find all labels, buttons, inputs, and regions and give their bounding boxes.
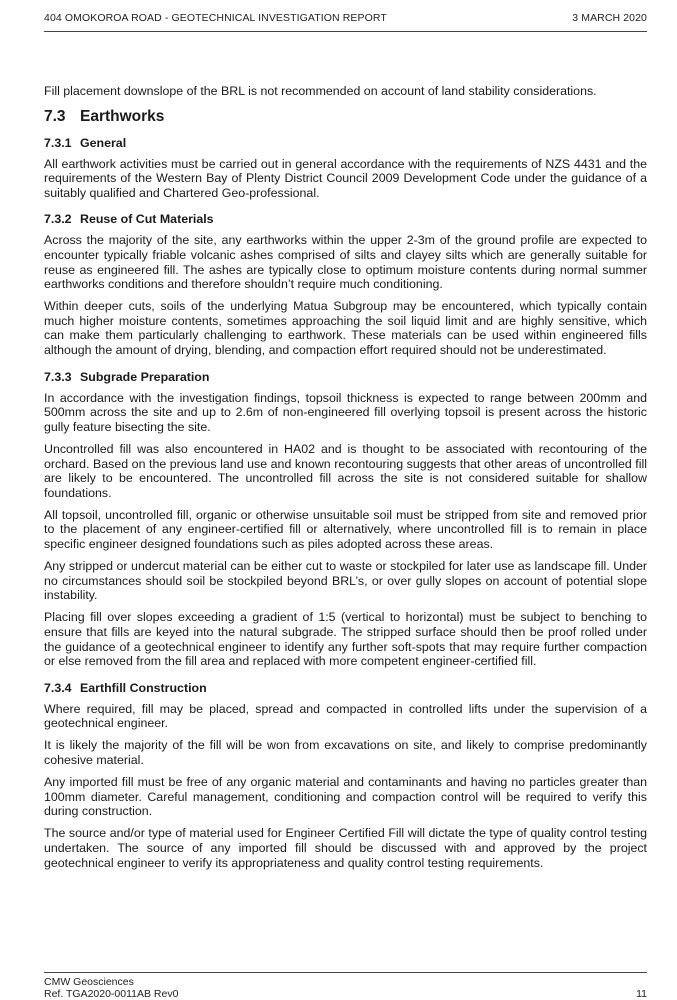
page-number: 11 [636,988,647,1000]
paragraph: Placing fill over slopes exceeding a gradient of 1:5 (vertical to horizontal) must be subject to benching to ensure that fills are keyed into the natural subgrade. The stripped surface should then be proof rolled under the guidance of a geotechnical engineer to identify any further soft-spots that may require further compaction or else removed from the fill area and replaced with more competent engineer-certified fill. [44,610,647,669]
paragraph: In accordance with the investigation findings, topsoil thickness is expected to range between 200mm and 500mm across the site and up to 2.6m of non-engineered fill overlying topsoil is present across the historic gully feature bisecting the site. [44,390,647,434]
section-title: Earthworks [80,107,165,125]
paragraph: All earthwork activities must be carried out in general accordance with the requirements of NZS 4431 and the requirements of the Western Bay of Plenty District Council 2009 Development Code under the guidance of a suitably qualified and Chartered Geo-professional. [44,156,647,200]
subsection-number: 7.3.3 [44,369,72,384]
section-number: 7.3 [44,107,66,125]
paragraph: The source and/or type of material used for Engineer Certified Fill will dictate the type of quality control testing undertaken. The source of any imported fill should be discussed with and approved by the project geotechnical engineer to verify its appropriateness and quality control testing requirements. [44,826,647,870]
document-reference: Ref. TGA2020-0011AB Rev0 [44,988,179,1000]
company-name: CMW Geosciences [44,976,134,988]
paragraph: Uncontrolled fill was also encountered in HA02 and is thought to be associated with recontouring of the orchard. Based on the previous land use and known recontouring suggests that other areas of uncontrolled fill are likely to be encountered. The uncontrolled fill across the site is not considered suitable for shallow foundations. [44,441,647,500]
subsection-heading-earthfill [44,681,647,696]
page-header [44,12,647,24]
report-title: 404 OMOKOROA ROAD - GEOTECHNICAL INVESTIGATION REPORT [44,12,387,24]
intro-paragraph: Fill placement downslope of the BRL is not recommended on account of land stability considerations. [44,84,597,98]
subsection-heading-reuse [44,212,647,227]
document-body [44,84,647,878]
subsection-title: General [80,135,127,150]
paragraph: It is likely the majority of the fill will be won from excavations on site, and likely to comprise predominantly cohesive material. [44,738,647,767]
subsection-number: 7.3.1 [44,135,72,150]
report-date: 3 MARCH 2020 [572,12,647,24]
footer-divider [44,972,647,973]
paragraph: Any imported fill must be free of any organic material and contaminants and having no particles greater than 100mm diameter. Careful management, conditioning and compaction control will be required to verify this during construction. [44,775,647,819]
subsection-title: Earthfill Construction [80,680,207,695]
paragraph: Any stripped or undercut material can be either cut to waste or stockpiled for later use as landscape fill. Under no circumstances should soil be stockpiled beyond BRL’s, or over gully slopes on account of potential slope instability. [44,559,647,603]
paragraph: Within deeper cuts, soils of the underlying Matua Subgroup may be encountered, which typically contain much higher moisture contents, sometimes approaching the soil liquid limit and are highly sensitive, which can make them particularly challenging to earthwork. These materials can be used within engineered fills although the amount of drying, blending, and compaction effort required should not be underestimated. [44,299,647,358]
subsection-title: Reuse of Cut Materials [80,212,214,227]
subsection-title: Subgrade Preparation [80,369,210,384]
paragraph: Where required, fill may be placed, spread and compacted in controlled lifts under the supervision of a geotechnical engineer. [44,701,647,731]
page-footer [44,976,647,1000]
subsection-heading-subgrade [44,370,647,385]
paragraph: Across the majority of the site, any earthworks within the upper 2-3m of the ground profile are expected to encounter typically friable volcanic ashes comprised of silts and clayey silts which are generally suitable for reuse as engineered fill. The ashes are typically close to optimum moisture contents during normal summer earthworks conditions and therefore shouldn’t require much conditioning. [44,233,647,292]
section-heading [44,108,647,126]
header-divider [44,31,647,32]
subsection-heading-general [44,136,647,151]
paragraph: All topsoil, uncontrolled fill, organic or otherwise unsuitable soil must be stripped from site and removed prior to the placement of any engineer-certified fill or alternatively, where uncontrolled fill is to remain in place specific engineer designed foundations such as piles adopted across these areas. [44,507,647,551]
subsection-number: 7.3.2 [44,212,72,227]
subsection-number: 7.3.4 [44,680,72,695]
